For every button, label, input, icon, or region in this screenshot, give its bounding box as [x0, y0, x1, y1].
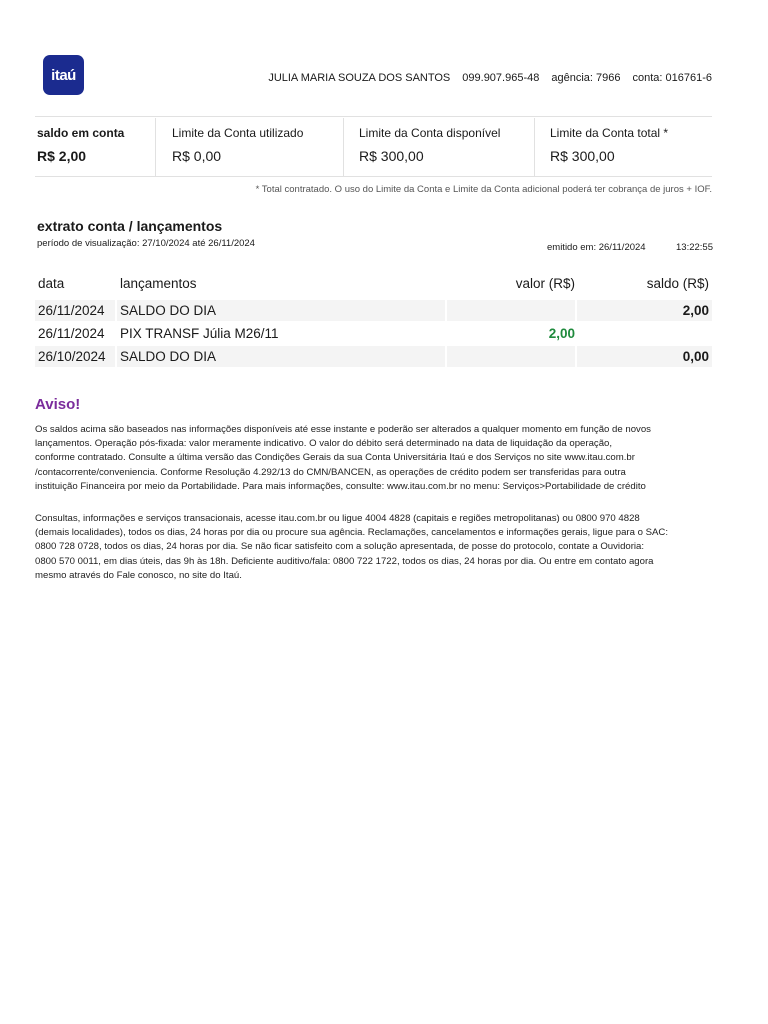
balance-account — [37, 126, 124, 164]
balance-value: R$ 300,00 — [359, 148, 424, 164]
row-description: SALDO DO DIA — [120, 349, 217, 364]
balance-value: R$ 300,00 — [550, 148, 615, 164]
notice-line: Os saldos acima são baseados nas informações disponíveis até esse instante e poderão ser alterados a qualquer momento em função de novos — [35, 424, 651, 435]
balance-limit-used — [172, 126, 303, 164]
column-header-value: valor (R$) — [515, 276, 575, 291]
account-number: conta: 016761-6 — [632, 72, 712, 84]
notice-line: lançamentos. Operação pós-fixada: valor meramente indicativo. O valor do débito será determinado na data de liquidação da operação, — [35, 438, 613, 450]
statement-period: período de visualização: 27/10/2024 até 26/11/2024 — [37, 238, 255, 249]
notice-paragraph-1 — [35, 423, 715, 494]
account-holder-name: JULIA MARIA SOUZA DOS SANTOS — [268, 72, 451, 84]
account-agency: agência: 7966 — [551, 72, 621, 84]
balance-label: Limite da Conta utilizado — [172, 126, 304, 140]
table-header — [35, 272, 712, 300]
balance-summary — [37, 126, 712, 168]
row-value: 2,00 — [548, 326, 575, 341]
notice-line: instituição Financeira por meio da Portabilidade. Para mais informações, consulte: www.itau.com.br no menu: Serviços>Portabilidade de crédito — [35, 480, 646, 492]
notice-line: /contacorrente/conveniencia. Conforme Resolução 4.292/13 do CMN/BANCEN, as operações de crédito podem ser transferidas para outra — [35, 466, 626, 478]
statement-emitted-time: 13:22:55 — [676, 242, 713, 253]
row-date: 26/10/2024 — [38, 349, 106, 364]
balance-label: Limite da Conta total * — [550, 126, 669, 140]
column-separator — [155, 118, 156, 176]
itau-logo — [43, 55, 84, 95]
table-row — [35, 323, 712, 345]
balance-label: saldo em conta — [37, 126, 125, 140]
statement-title: extrato conta / lançamentos — [37, 218, 223, 234]
notice-line: 0800 728 0728, todos os dias, 24 horas por dia. Se não ficar satisfeito com a solução apresentada, de posse do protocolo, contate a Ouvidoria: — [35, 541, 645, 553]
account-cpf: 099.907.965-48 — [462, 72, 540, 84]
balance-label: Limite da Conta disponível — [359, 126, 501, 140]
notice-line: 0800 570 0011, em dias úteis, das 9h às 18h. Deficiente auditivo/fala: 0800 722 1722, todos os dias, 24 horas por dia. Ou entre em contato agora — [35, 555, 654, 567]
logo-text: itaú — [51, 66, 76, 84]
notice-line: mesmo através do Fale conosco, no site do Itaú. — [35, 569, 242, 581]
limit-footnote: * Total contratado. O uso do Limite da Conta e Limite da Conta adicional poderá ter cobrança de juros + IOF. — [255, 184, 712, 195]
column-header-date: data — [38, 276, 65, 291]
row-description: PIX TRANSF Júlia M26/11 — [120, 326, 279, 341]
row-description: SALDO DO DIA — [120, 303, 217, 318]
column-header-balance: saldo (R$) — [646, 276, 709, 291]
notice-title: Aviso! — [35, 396, 81, 413]
row-date: 26/11/2024 — [38, 326, 105, 341]
balance-value: R$ 0,00 — [172, 148, 222, 164]
table-row — [35, 346, 712, 368]
statement-emitted-date: emitido em: 26/11/2024 — [547, 242, 646, 253]
transactions-table — [35, 272, 712, 369]
column-separator — [343, 118, 344, 176]
row-date: 26/11/2024 — [38, 303, 105, 318]
divider-bottom — [35, 176, 712, 177]
divider-top — [35, 116, 712, 117]
balance-value: R$ 2,00 — [37, 148, 87, 164]
column-separator — [534, 118, 535, 176]
notice-line: Consultas, informações e serviços transacionais, acesse itau.com.br ou ligue 4004 4828 (capitais e regiões metropolitanas) ou 0800 970 4828 — [35, 513, 640, 524]
balance-limit-total — [550, 126, 668, 164]
notice-line: conforme contratado. Consulte a última versão das Condições Gerais da sua Conta Universitária Itaú e dos Serviços no site www.itau.com.br — [35, 452, 635, 464]
balance-limit-available — [359, 126, 500, 164]
column-header-entries: lançamentos — [120, 276, 197, 291]
table-row — [35, 300, 712, 322]
row-balance: 0,00 — [682, 349, 709, 364]
notice-line: (demais localidades), todos os dias, 24 horas por dia ou procure sua agência. Reclamações, cancelamentos e informações gerais, ligue para o SAC: — [35, 527, 669, 539]
notice-paragraph-2 — [35, 512, 715, 583]
row-balance: 2,00 — [682, 303, 709, 318]
account-info — [268, 72, 712, 84]
